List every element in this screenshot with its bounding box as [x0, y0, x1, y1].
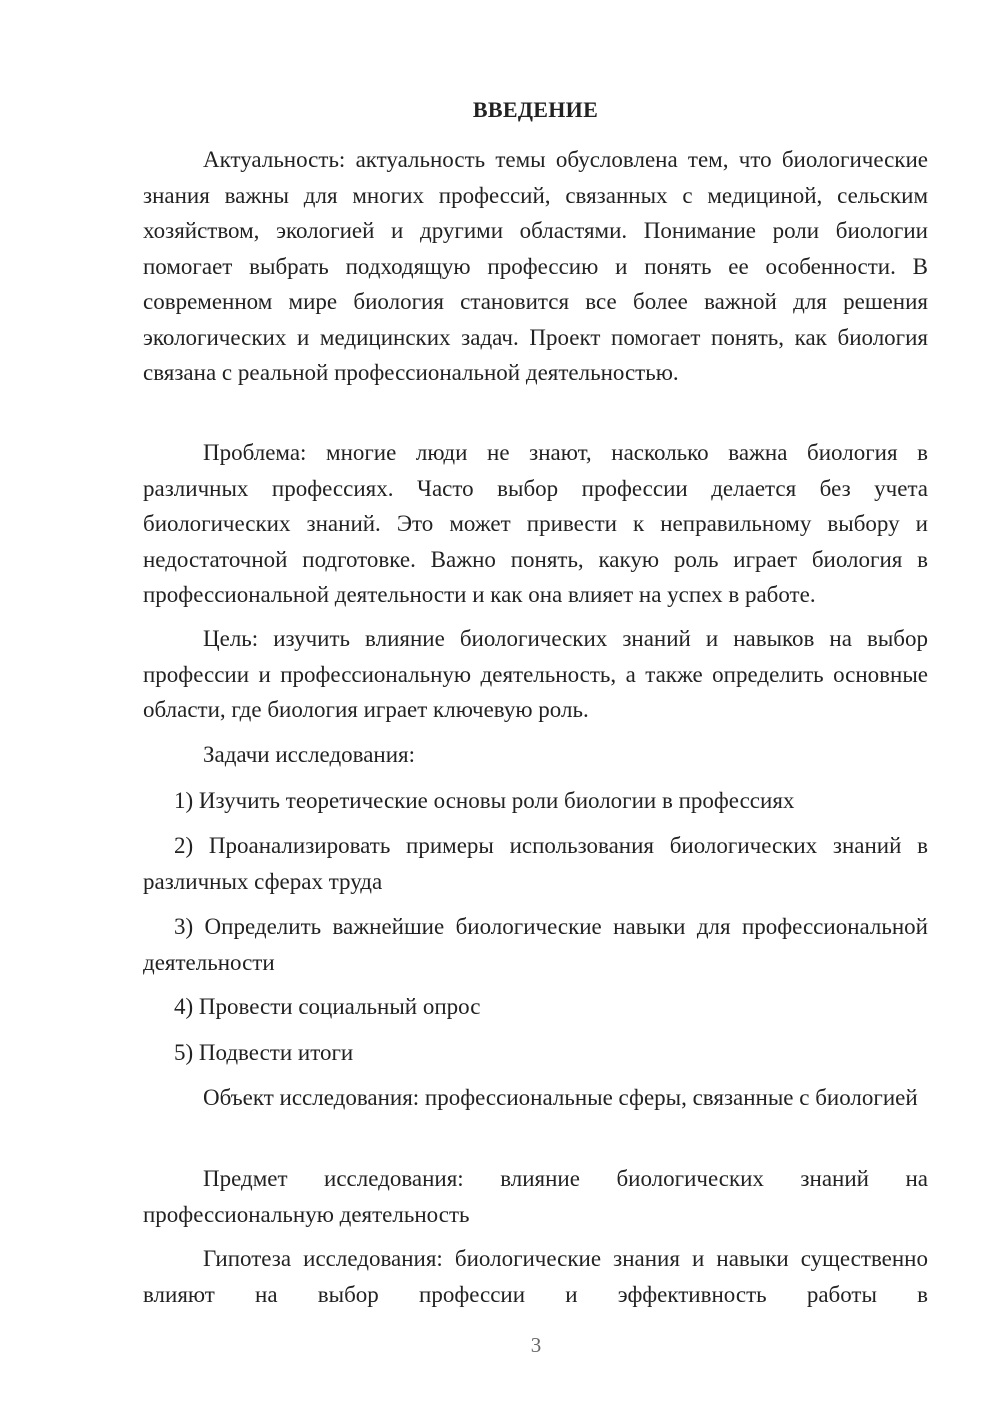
paragraph-goal: Цель: изучить влияние биологических знаний и навыков на выбор профессии и профессиональную деятельность, а также определить основные области, где биология играет ключевую роль. [143, 626, 928, 722]
task-item-4: 4) Провести социальный опрос [174, 994, 481, 1019]
task-item-1: 1) Изучить теоретические основы роли биологии в профессиях [174, 788, 795, 813]
paragraph-subject: Предмет исследования: влияние биологических знаний на профессиональную деятельность [143, 1166, 928, 1227]
task-item-5: 5) Подвести итоги [174, 1040, 354, 1065]
task-item-2: 2) Проанализировать примеры использования биологических знаний в различных сферах труда [143, 833, 928, 894]
paragraph-relevance: Актуальность: актуальность темы обусловлена тем, что биологические знания важны для многих профессий, связанных с медициной, сельским хозяйством, экологией и другими областями. Понимание роли биологии помогает выбрать подходящую профессию и понять ее особенности. В современном мире биология становится все более важной для решения экологических и медицинских задач. Проект помогает понять, как биология связана с реальной профессиональной деятельностью. [143, 147, 928, 385]
page-number: 3 [530, 1333, 542, 1357]
section-title: ВВЕДЕНИЕ [472, 97, 599, 122]
tasks-heading: Задачи исследования: [203, 742, 416, 767]
paragraph-problem: Проблема: многие люди не знают, насколько важна биология в различных профессиях. Часто выбор профессии делается без учета биологических знаний. Это может привести к неправильному выбору и недостаточной подготовке. Важно понять, какую роль играет биология в профессиональной деятельности и как она влияет на успех в работе. [143, 440, 928, 607]
paragraph-hypothesis: Гипотеза исследования: биологические знания и навыки существенно влияют на выбор профессии и эффективность работы в [143, 1246, 928, 1307]
paragraph-object: Объект исследования: профессиональные сферы, связанные с биологией [203, 1085, 918, 1110]
task-item-3: 3) Определить важнейшие биологические навыки для профессиональной деятельности [143, 914, 928, 975]
